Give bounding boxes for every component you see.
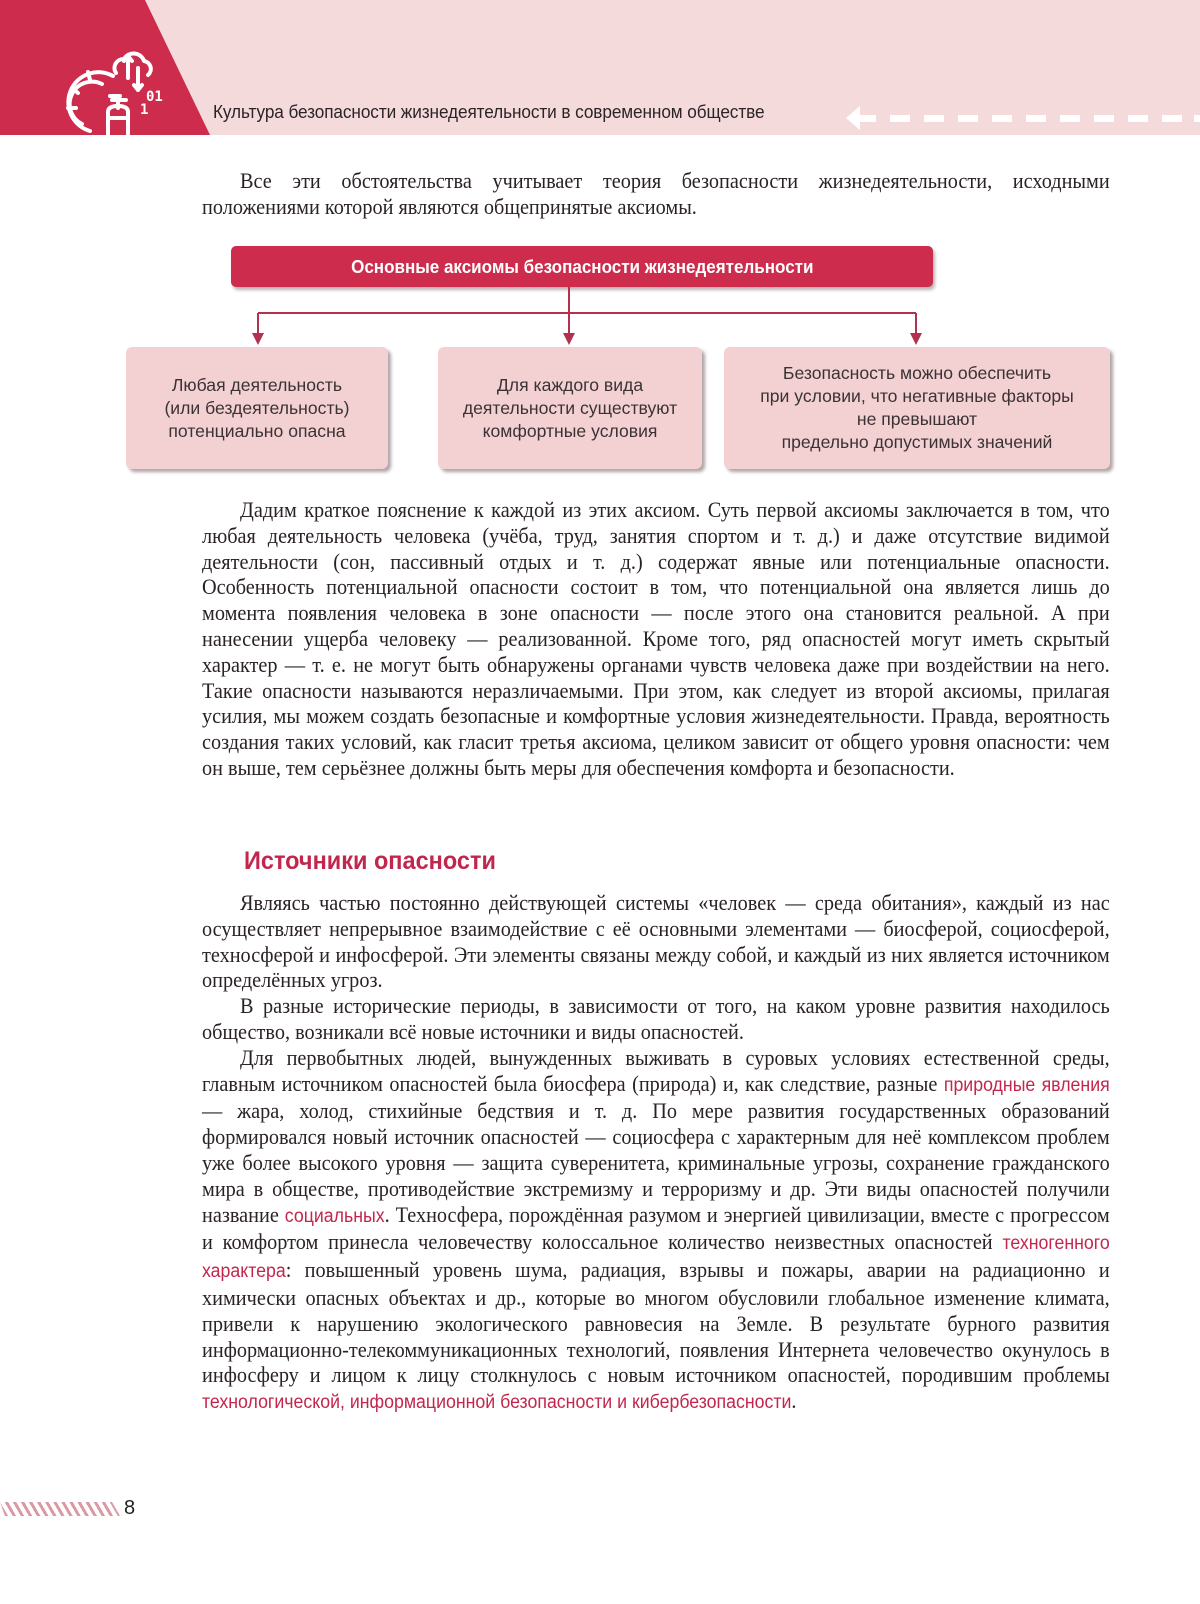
axiom-box-3: [724, 347, 1110, 469]
axiom-3-line: предельно допустимых значений: [781, 432, 1053, 452]
intro-paragraph: [202, 168, 1110, 220]
section-heading: Источники опасности: [244, 847, 496, 875]
intro-text: Все эти обстоятельства учитывает теория безопасности жизнедеятельности, исходными положениями которой являются общепринятые аксиомы.: [202, 168, 1110, 219]
highlight-natural-phenomena: природные явления: [943, 1073, 1110, 1096]
highlight-technogenic: техногенного характера: [202, 1232, 1110, 1283]
axiom-2-line: Для каждого вида: [496, 374, 644, 395]
text-run: . Техносфера, порождённая разумом и энергией цивилизации, вместе с прогрессом и комфортом принесла человечеству колоссальное количество неизвестных опасностей: [202, 1201, 1110, 1255]
axiom-box-1: [126, 347, 388, 469]
diagram-connector-arrows: [230, 287, 930, 347]
page-number: 8: [124, 1497, 136, 1519]
highlight-social: социальных: [284, 1204, 385, 1227]
svg-text:1: 1: [140, 102, 149, 118]
axioms-explanation-text: Дадим краткое пояснение к каждой из этих аксиом. Суть первой аксиомы заключается в том, что любая деятельность человека (учёба, труд, занятия спортом и т. д.) и даже отсутствие видимой деятельности (сон, пассивный отдых и т. д.) содержат явные или потенциальные опасности. Особенность потенциальной опасности состоит в том, что потенциальной она является лишь до момента появления человека в зоне опасности — после этого она становится реальной. А при нанесении ущерба человеку — реализованной. Кроме того, ряд опасностей могут иметь скрытый характер — т. е. не могут быть обнаружены органами чувств человека даже при воздействии на него. Такие опасности называются неразличаемыми. При этом, как следует из второй аксиомы, прилагая усилия, мы можем создать безопасные и комфортные условия жизнедеятельности. Правда, вероятность создания таких условий, как гласит третья аксиома, целиком зависит от общего уровня опасности: чем он выше, тем серьёзнее должны быть меры для обеспечения комфорта и безопасности.: [202, 497, 1110, 780]
axioms-explanation-paragraph: [202, 497, 1110, 781]
axiom-box-2: [438, 347, 702, 469]
section-paragraph-2: В разные исторические периоды, в зависимости от того, на каком уровне развития находилось общество, возникали всё новые источники и виды опасностей.: [202, 993, 1110, 1044]
axiom-1-line: Любая деятельность: [171, 374, 343, 395]
chapter-title: Культура безопасности жизнедеятельности в современном обществе: [213, 101, 765, 122]
text-run: .: [791, 1388, 797, 1414]
text-run: : повышенный уровень шума, радиация, взрывы и пожары, аварии на радиационно и химически опасных объектах и др., которые во многом обусловили глобальное изменение климата, привели к нарушению экологического равновесия на Земле. В результате бурного развития информационно-телекоммуникационных технологий, появления Интернета человечество окунулось в инфосферу и лицом к лицу столкнулось с новым источником опасностей, породившим проблемы: [202, 1257, 1110, 1388]
axiom-3-line: при условии, что негативные факторы: [760, 386, 1074, 406]
axiom-3-line: не превышают: [856, 409, 978, 429]
section-paragraph-1: Являясь частью постоянно действующей системы «человек — среда обитания», каждый из нас осуществляет непрерывное взаимодействие с её основными элементами — биосферой, социосферой, техносферой и инфосферой. Эти элементы связаны между собой, и каждый из них является источником определённых угроз.: [202, 890, 1110, 993]
dashed-arrow-left-icon: [846, 105, 1200, 131]
safety-lifebuoy-cloud-extinguisher-icon: [58, 38, 173, 138]
svg-text:01: 01: [146, 89, 163, 105]
axiom-1-line: потенциально опасна: [168, 420, 346, 441]
axioms-diagram-title-text: Основные аксиомы безопасности жизнедеятельности: [350, 255, 814, 277]
axiom-2-line: комфортные условия: [482, 420, 658, 441]
axiom-3-line: Безопасность можно обеспечить: [782, 363, 1052, 383]
axioms-diagram-title: [231, 246, 933, 287]
text-run: Для первобытных людей, вынужденных выживать в суровых условиях естественной среды, главным источником опасностей была биосфера (природа) и, как следствие, разные: [202, 1044, 1110, 1096]
section-paragraph-3: [202, 1045, 1110, 1416]
axiom-1-line: (или бездеятельность): [164, 397, 350, 418]
highlight-cybersecurity: технологической, информационной безопасности и кибербезопасности: [202, 1391, 792, 1414]
page-header: [0, 0, 1200, 135]
axiom-2-line: деятельности существуют: [462, 397, 678, 418]
footer-stripes-decoration: [0, 1502, 120, 1516]
text-run: — жара, холод, стихийные бедствия и т. д. По мере развития государственных образований формировался новый источник опасностей — социосфера с характерным для неё комплексом проблем уже более высокого уровня — защита суверенитета, криминальные угрозы, сохранение гражданского мира в обществе, противодействие экстремизму и терроризму и др. Эти виды опасностей получили название: [202, 1098, 1110, 1227]
section-body: [202, 890, 1110, 1416]
